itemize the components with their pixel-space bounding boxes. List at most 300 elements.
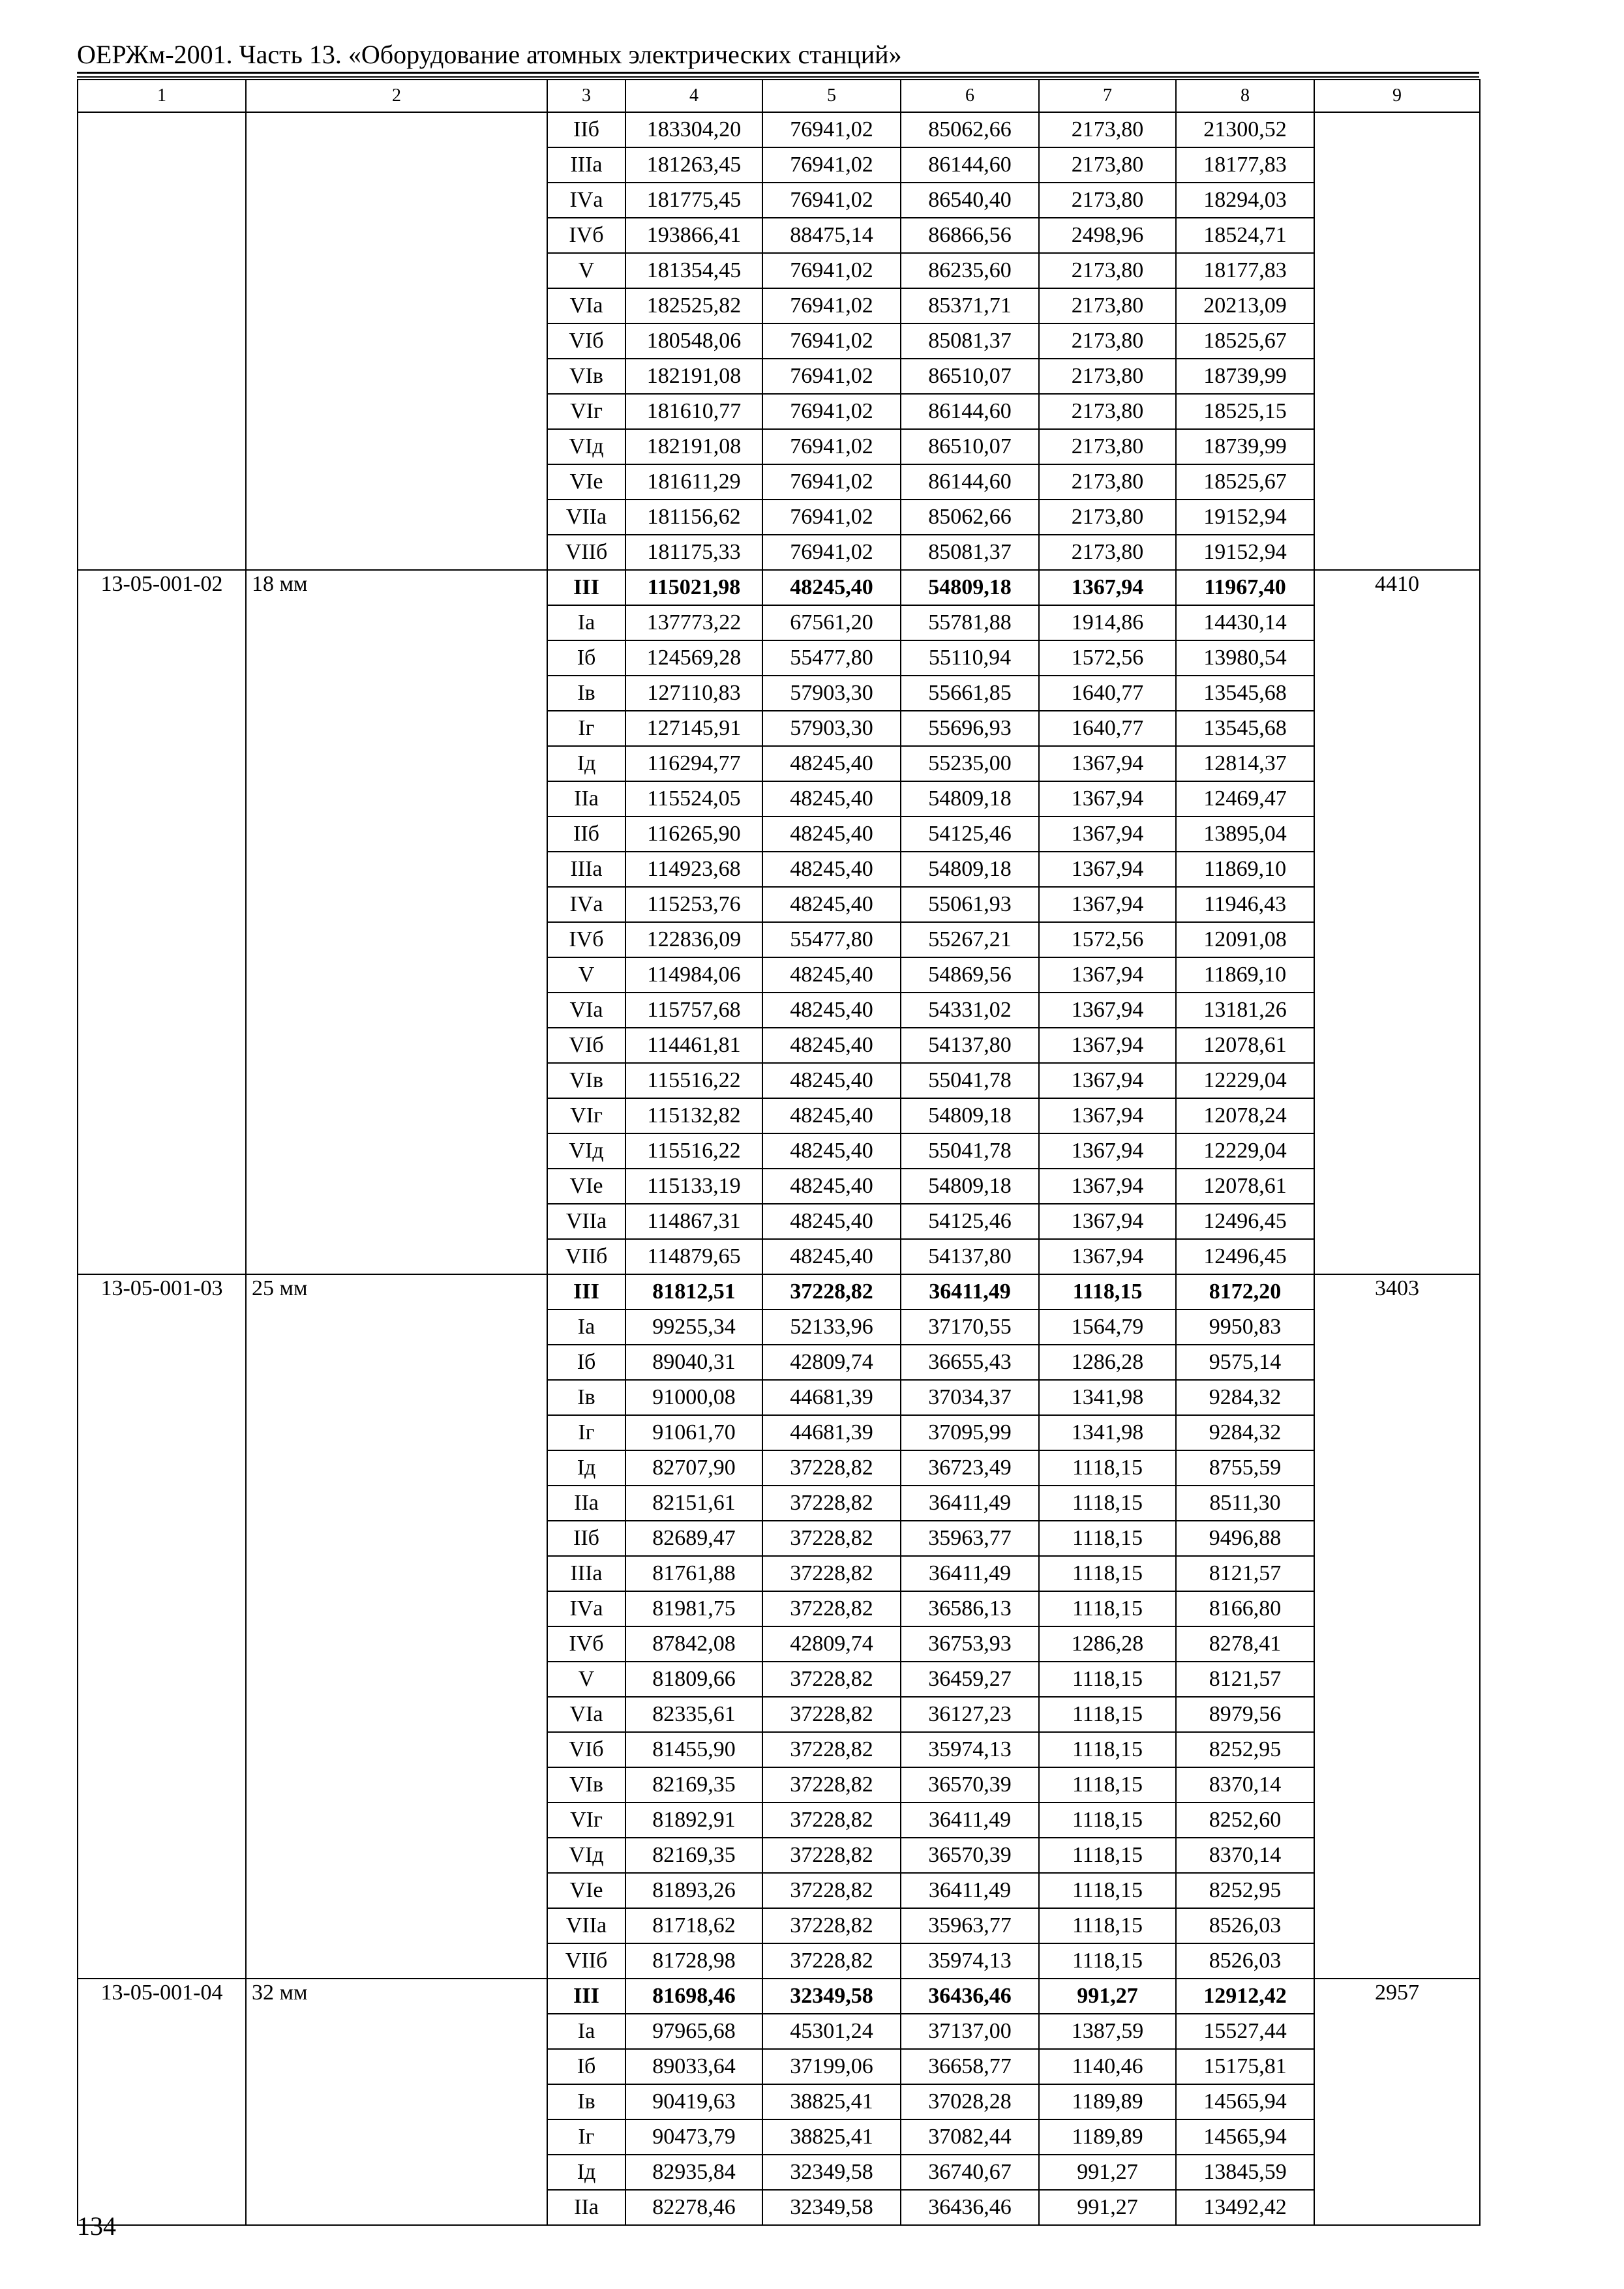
zone-cell: VIг [547, 1098, 625, 1133]
material-cost-cell: 12078,61 [1176, 1028, 1314, 1063]
machinist-cost-cell: 1118,15 [1039, 1486, 1176, 1521]
machinist-cost-cell: 1367,94 [1039, 993, 1176, 1028]
total-cost-cell: 115757,68 [625, 993, 762, 1028]
total-cost-cell: 81728,98 [625, 1943, 762, 1979]
column-number: 3 [547, 80, 625, 112]
column-number: 4 [625, 80, 762, 112]
labor-cost-cell: 48245,40 [762, 1098, 901, 1133]
machine-cost-cell: 55235,00 [901, 746, 1039, 781]
row-col9-cell: 4410 [1314, 570, 1480, 1274]
labor-cost-cell: 76941,02 [762, 535, 901, 570]
machine-cost-cell: 37137,00 [901, 2014, 1039, 2049]
machinist-cost-cell: 1118,15 [1039, 1697, 1176, 1732]
material-cost-cell: 14430,14 [1176, 605, 1314, 640]
zone-cell: Iв [547, 2084, 625, 2119]
material-cost-cell: 8526,03 [1176, 1908, 1314, 1943]
machine-cost-cell: 54809,18 [901, 570, 1039, 605]
row-name-cell: 25 мм [246, 1274, 547, 1979]
machine-cost-cell: 55781,88 [901, 605, 1039, 640]
machine-cost-cell: 36436,46 [901, 2190, 1039, 2225]
total-cost-cell: 182525,82 [625, 288, 762, 323]
machinist-cost-cell: 1367,94 [1039, 1063, 1176, 1098]
zone-cell: IIб [547, 112, 625, 147]
labor-cost-cell: 37228,82 [762, 1697, 901, 1732]
zone-cell: VIа [547, 1697, 625, 1732]
row-name-cell [246, 112, 547, 570]
material-cost-cell: 8526,03 [1176, 1943, 1314, 1979]
total-cost-cell: 82278,46 [625, 2190, 762, 2225]
machinist-cost-cell: 2173,80 [1039, 288, 1176, 323]
labor-cost-cell: 48245,40 [762, 781, 901, 816]
labor-cost-cell: 37228,82 [762, 1521, 901, 1556]
total-cost-cell: 81761,88 [625, 1556, 762, 1591]
material-cost-cell: 12078,24 [1176, 1098, 1314, 1133]
machine-cost-cell: 35974,13 [901, 1732, 1039, 1767]
labor-cost-cell: 57903,30 [762, 676, 901, 711]
zone-cell: Iг [547, 1415, 625, 1450]
row-code-cell: 13-05-001-04 [78, 1979, 246, 2225]
material-cost-cell: 18177,83 [1176, 147, 1314, 183]
zone-cell: V [547, 1662, 625, 1697]
material-cost-cell: 11946,43 [1176, 887, 1314, 922]
row-col9-cell: 2957 [1314, 1979, 1480, 2225]
material-cost-cell: 11869,10 [1176, 957, 1314, 993]
machinist-cost-cell: 2498,96 [1039, 218, 1176, 253]
total-cost-cell: 183304,20 [625, 112, 762, 147]
machine-cost-cell: 36753,93 [901, 1626, 1039, 1662]
zone-cell: VIIа [547, 500, 625, 535]
total-cost-cell: 181156,62 [625, 500, 762, 535]
zone-cell: Iв [547, 676, 625, 711]
material-cost-cell: 8166,80 [1176, 1591, 1314, 1626]
machinist-cost-cell: 1341,98 [1039, 1415, 1176, 1450]
labor-cost-cell: 48245,40 [762, 816, 901, 852]
material-cost-cell: 13181,26 [1176, 993, 1314, 1028]
machine-cost-cell: 55041,78 [901, 1133, 1039, 1169]
labor-cost-cell: 48245,40 [762, 1239, 901, 1274]
machinist-cost-cell: 2173,80 [1039, 500, 1176, 535]
machinist-cost-cell: 1118,15 [1039, 1908, 1176, 1943]
material-cost-cell: 14565,94 [1176, 2119, 1314, 2155]
labor-cost-cell: 57903,30 [762, 711, 901, 746]
machinist-cost-cell: 1118,15 [1039, 1767, 1176, 1803]
machinist-cost-cell: 1286,28 [1039, 1626, 1176, 1662]
total-cost-cell: 82689,47 [625, 1521, 762, 1556]
labor-cost-cell: 48245,40 [762, 993, 901, 1028]
machinist-cost-cell: 1341,98 [1039, 1380, 1176, 1415]
column-number: 9 [1314, 80, 1480, 112]
labor-cost-cell: 37228,82 [762, 1767, 901, 1803]
machinist-cost-cell: 1387,59 [1039, 2014, 1176, 2049]
material-cost-cell: 12229,04 [1176, 1063, 1314, 1098]
table-row [78, 1979, 1480, 2014]
machinist-cost-cell: 2173,80 [1039, 147, 1176, 183]
machinist-cost-cell: 2173,80 [1039, 394, 1176, 429]
material-cost-cell: 18739,99 [1176, 429, 1314, 464]
machinist-cost-cell: 1367,94 [1039, 957, 1176, 993]
total-cost-cell: 115516,22 [625, 1133, 762, 1169]
zone-cell: IIIа [547, 852, 625, 887]
machine-cost-cell: 54125,46 [901, 816, 1039, 852]
machine-cost-cell: 86144,60 [901, 394, 1039, 429]
total-cost-cell: 181611,29 [625, 464, 762, 500]
zone-cell: Iа [547, 1309, 625, 1345]
total-cost-cell: 99255,34 [625, 1309, 762, 1345]
total-cost-cell: 181354,45 [625, 253, 762, 288]
zone-cell: VIб [547, 323, 625, 359]
total-cost-cell: 116294,77 [625, 746, 762, 781]
machinist-cost-cell: 2173,80 [1039, 323, 1176, 359]
zone-cell: VIе [547, 464, 625, 500]
machinist-cost-cell: 991,27 [1039, 2190, 1176, 2225]
row-code-cell: 13-05-001-03 [78, 1274, 246, 1979]
total-cost-cell: 82335,61 [625, 1697, 762, 1732]
material-cost-cell: 8252,60 [1176, 1803, 1314, 1838]
material-cost-cell: 9284,32 [1176, 1415, 1314, 1450]
total-cost-cell: 90419,63 [625, 2084, 762, 2119]
machine-cost-cell: 35963,77 [901, 1521, 1039, 1556]
machine-cost-cell: 54809,18 [901, 852, 1039, 887]
zone-cell: IIа [547, 781, 625, 816]
machine-cost-cell: 36570,39 [901, 1838, 1039, 1873]
zone-cell: VIг [547, 394, 625, 429]
total-cost-cell: 127110,83 [625, 676, 762, 711]
machine-cost-cell: 86235,60 [901, 253, 1039, 288]
machine-cost-cell: 37082,44 [901, 2119, 1039, 2155]
machinist-cost-cell: 1189,89 [1039, 2119, 1176, 2155]
machinist-cost-cell: 1118,15 [1039, 1556, 1176, 1591]
table-row [78, 570, 1480, 605]
machine-cost-cell: 54137,80 [901, 1028, 1039, 1063]
labor-cost-cell: 76941,02 [762, 429, 901, 464]
zone-cell: V [547, 253, 625, 288]
row-code-cell [78, 112, 246, 570]
total-cost-cell: 82151,61 [625, 1486, 762, 1521]
labor-cost-cell: 37228,82 [762, 1908, 901, 1943]
labor-cost-cell: 55477,80 [762, 640, 901, 676]
zone-cell: Iг [547, 2119, 625, 2155]
zone-cell: Iб [547, 2049, 625, 2084]
total-cost-cell: 181610,77 [625, 394, 762, 429]
labor-cost-cell: 37228,82 [762, 1486, 901, 1521]
labor-cost-cell: 76941,02 [762, 464, 901, 500]
labor-cost-cell: 37228,82 [762, 1732, 901, 1767]
material-cost-cell: 12229,04 [1176, 1133, 1314, 1169]
labor-cost-cell: 48245,40 [762, 1133, 901, 1169]
material-cost-cell: 18294,03 [1176, 183, 1314, 218]
total-cost-cell: 81893,26 [625, 1873, 762, 1908]
labor-cost-cell: 37228,82 [762, 1556, 901, 1591]
material-cost-cell: 21300,52 [1176, 112, 1314, 147]
total-cost-cell: 115133,19 [625, 1169, 762, 1204]
zone-cell: VIд [547, 1133, 625, 1169]
machinist-cost-cell: 1367,94 [1039, 1098, 1176, 1133]
material-cost-cell: 13545,68 [1176, 676, 1314, 711]
row-code-cell: 13-05-001-02 [78, 570, 246, 1274]
zone-cell: IIа [547, 1486, 625, 1521]
labor-cost-cell: 42809,74 [762, 1345, 901, 1380]
total-cost-cell: 87842,08 [625, 1626, 762, 1662]
header-rule-thin [77, 76, 1479, 78]
total-cost-cell: 181175,33 [625, 535, 762, 570]
total-cost-cell: 115021,98 [625, 570, 762, 605]
total-cost-cell: 89040,31 [625, 1345, 762, 1380]
material-cost-cell: 9284,32 [1176, 1380, 1314, 1415]
zone-cell: VIб [547, 1732, 625, 1767]
labor-cost-cell: 76941,02 [762, 112, 901, 147]
machine-cost-cell: 54125,46 [901, 1204, 1039, 1239]
labor-cost-cell: 76941,02 [762, 394, 901, 429]
machinist-cost-cell: 2173,80 [1039, 535, 1176, 570]
material-cost-cell: 11869,10 [1176, 852, 1314, 887]
zone-cell: VIIа [547, 1908, 625, 1943]
zone-cell: IIIа [547, 147, 625, 183]
total-cost-cell: 81812,51 [625, 1274, 762, 1309]
material-cost-cell: 12814,37 [1176, 746, 1314, 781]
machinist-cost-cell: 1118,15 [1039, 1838, 1176, 1873]
material-cost-cell: 8252,95 [1176, 1732, 1314, 1767]
labor-cost-cell: 38825,41 [762, 2119, 901, 2155]
total-cost-cell: 82169,35 [625, 1838, 762, 1873]
machine-cost-cell: 36411,49 [901, 1873, 1039, 1908]
machine-cost-cell: 85371,71 [901, 288, 1039, 323]
machinist-cost-cell: 1367,94 [1039, 1028, 1176, 1063]
zone-cell: VIв [547, 1063, 625, 1098]
machine-cost-cell: 54137,80 [901, 1239, 1039, 1274]
column-number: 2 [246, 80, 547, 112]
machinist-cost-cell: 1367,94 [1039, 816, 1176, 852]
row-col9-cell: 3403 [1314, 1274, 1480, 1979]
machine-cost-cell: 36459,27 [901, 1662, 1039, 1697]
zone-cell: IVа [547, 887, 625, 922]
labor-cost-cell: 48245,40 [762, 1028, 901, 1063]
labor-cost-cell: 37228,82 [762, 1591, 901, 1626]
labor-cost-cell: 76941,02 [762, 253, 901, 288]
zone-cell: VIб [547, 1028, 625, 1063]
machine-cost-cell: 86866,56 [901, 218, 1039, 253]
labor-cost-cell: 37228,82 [762, 1873, 901, 1908]
total-cost-cell: 82707,90 [625, 1450, 762, 1486]
total-cost-cell: 81455,90 [625, 1732, 762, 1767]
machine-cost-cell: 36411,49 [901, 1556, 1039, 1591]
material-cost-cell: 8511,30 [1176, 1486, 1314, 1521]
table-row [78, 112, 1480, 147]
machinist-cost-cell: 1367,94 [1039, 1169, 1176, 1204]
machinist-cost-cell: 2173,80 [1039, 183, 1176, 218]
labor-cost-cell: 76941,02 [762, 500, 901, 535]
zone-cell: IIIа [547, 1556, 625, 1591]
labor-cost-cell: 48245,40 [762, 1169, 901, 1204]
total-cost-cell: 82169,35 [625, 1767, 762, 1803]
zone-cell: VIа [547, 288, 625, 323]
labor-cost-cell: 76941,02 [762, 288, 901, 323]
machine-cost-cell: 86144,60 [901, 147, 1039, 183]
zone-cell: VIв [547, 359, 625, 394]
column-number: 8 [1176, 80, 1314, 112]
material-cost-cell: 9496,88 [1176, 1521, 1314, 1556]
zone-cell: IVа [547, 1591, 625, 1626]
machine-cost-cell: 36658,77 [901, 2049, 1039, 2084]
column-number: 7 [1039, 80, 1176, 112]
material-cost-cell: 12912,42 [1176, 1979, 1314, 2014]
total-cost-cell: 89033,64 [625, 2049, 762, 2084]
machinist-cost-cell: 1118,15 [1039, 1521, 1176, 1556]
total-cost-cell: 81981,75 [625, 1591, 762, 1626]
material-cost-cell: 13895,04 [1176, 816, 1314, 852]
machine-cost-cell: 85081,37 [901, 323, 1039, 359]
machine-cost-cell: 36586,13 [901, 1591, 1039, 1626]
material-cost-cell: 14565,94 [1176, 2084, 1314, 2119]
machinist-cost-cell: 1189,89 [1039, 2084, 1176, 2119]
labor-cost-cell: 76941,02 [762, 183, 901, 218]
labor-cost-cell: 76941,02 [762, 323, 901, 359]
zone-cell: Iб [547, 640, 625, 676]
total-cost-cell: 115253,76 [625, 887, 762, 922]
machine-cost-cell: 54331,02 [901, 993, 1039, 1028]
labor-cost-cell: 37228,82 [762, 1274, 901, 1309]
zone-cell: Iа [547, 605, 625, 640]
labor-cost-cell: 32349,58 [762, 2155, 901, 2190]
material-cost-cell: 8979,56 [1176, 1697, 1314, 1732]
total-cost-cell: 181775,45 [625, 183, 762, 218]
zone-cell: V [547, 957, 625, 993]
labor-cost-cell: 37228,82 [762, 1943, 901, 1979]
material-cost-cell: 8278,41 [1176, 1626, 1314, 1662]
column-number: 1 [78, 80, 246, 112]
machine-cost-cell: 54809,18 [901, 781, 1039, 816]
zone-cell: III [547, 1274, 625, 1309]
machinist-cost-cell: 1367,94 [1039, 1204, 1176, 1239]
machine-cost-cell: 36411,49 [901, 1486, 1039, 1521]
total-cost-cell: 91000,08 [625, 1380, 762, 1415]
machine-cost-cell: 86510,07 [901, 359, 1039, 394]
machinist-cost-cell: 991,27 [1039, 2155, 1176, 2190]
machine-cost-cell: 36655,43 [901, 1345, 1039, 1380]
machinist-cost-cell: 1367,94 [1039, 1133, 1176, 1169]
resource-table [77, 79, 1481, 2226]
material-cost-cell: 9575,14 [1176, 1345, 1314, 1380]
machinist-cost-cell: 1367,94 [1039, 746, 1176, 781]
material-cost-cell: 18525,67 [1176, 323, 1314, 359]
machinist-cost-cell: 1367,94 [1039, 887, 1176, 922]
zone-cell: III [547, 570, 625, 605]
labor-cost-cell: 44681,39 [762, 1415, 901, 1450]
zone-cell: VIIб [547, 1943, 625, 1979]
material-cost-cell: 8252,95 [1176, 1873, 1314, 1908]
labor-cost-cell: 55477,80 [762, 922, 901, 957]
total-cost-cell: 81892,91 [625, 1803, 762, 1838]
zone-cell: VIг [547, 1803, 625, 1838]
material-cost-cell: 19152,94 [1176, 535, 1314, 570]
material-cost-cell: 13492,42 [1176, 2190, 1314, 2225]
zone-cell: Iд [547, 2155, 625, 2190]
machine-cost-cell: 37170,55 [901, 1309, 1039, 1345]
material-cost-cell: 8370,14 [1176, 1767, 1314, 1803]
labor-cost-cell: 48245,40 [762, 957, 901, 993]
machinist-cost-cell: 1572,56 [1039, 922, 1176, 957]
material-cost-cell: 8121,57 [1176, 1662, 1314, 1697]
machinist-cost-cell: 1367,94 [1039, 852, 1176, 887]
machine-cost-cell: 54809,18 [901, 1098, 1039, 1133]
material-cost-cell: 18525,67 [1176, 464, 1314, 500]
page-number: 134 [77, 2211, 116, 2241]
material-cost-cell: 13845,59 [1176, 2155, 1314, 2190]
machinist-cost-cell: 2173,80 [1039, 253, 1176, 288]
zone-cell: Iа [547, 2014, 625, 2049]
labor-cost-cell: 48245,40 [762, 887, 901, 922]
machinist-cost-cell: 1367,94 [1039, 570, 1176, 605]
zone-cell: IVб [547, 1626, 625, 1662]
machinist-cost-cell: 1118,15 [1039, 1943, 1176, 1979]
machine-cost-cell: 37034,37 [901, 1380, 1039, 1415]
zone-cell: IIа [547, 2190, 625, 2225]
labor-cost-cell: 37228,82 [762, 1450, 901, 1486]
row-col9-cell [1314, 112, 1480, 570]
total-cost-cell: 114923,68 [625, 852, 762, 887]
total-cost-cell: 116265,90 [625, 816, 762, 852]
labor-cost-cell: 48245,40 [762, 746, 901, 781]
zone-cell: IIб [547, 1521, 625, 1556]
machine-cost-cell: 54869,56 [901, 957, 1039, 993]
machinist-cost-cell: 2173,80 [1039, 112, 1176, 147]
labor-cost-cell: 42809,74 [762, 1626, 901, 1662]
machinist-cost-cell: 1640,77 [1039, 711, 1176, 746]
total-cost-cell: 114984,06 [625, 957, 762, 993]
labor-cost-cell: 32349,58 [762, 1979, 901, 2014]
column-number: 6 [901, 80, 1039, 112]
column-number-row [78, 80, 1480, 112]
machinist-cost-cell: 1118,15 [1039, 1732, 1176, 1767]
machine-cost-cell: 36127,23 [901, 1697, 1039, 1732]
machine-cost-cell: 86510,07 [901, 429, 1039, 464]
machinist-cost-cell: 2173,80 [1039, 429, 1176, 464]
machinist-cost-cell: 1564,79 [1039, 1309, 1176, 1345]
machine-cost-cell: 55110,94 [901, 640, 1039, 676]
zone-cell: VIIа [547, 1204, 625, 1239]
material-cost-cell: 13545,68 [1176, 711, 1314, 746]
material-cost-cell: 12091,08 [1176, 922, 1314, 957]
zone-cell: VIIб [547, 535, 625, 570]
labor-cost-cell: 45301,24 [762, 2014, 901, 2049]
labor-cost-cell: 48245,40 [762, 852, 901, 887]
machine-cost-cell: 36570,39 [901, 1767, 1039, 1803]
labor-cost-cell: 37199,06 [762, 2049, 901, 2084]
material-cost-cell: 12496,45 [1176, 1239, 1314, 1274]
row-name-cell: 18 мм [246, 570, 547, 1274]
labor-cost-cell: 37228,82 [762, 1803, 901, 1838]
machinist-cost-cell: 1914,86 [1039, 605, 1176, 640]
labor-cost-cell: 37228,82 [762, 1838, 901, 1873]
machine-cost-cell: 55661,85 [901, 676, 1039, 711]
machine-cost-cell: 55041,78 [901, 1063, 1039, 1098]
zone-cell: Iв [547, 1380, 625, 1415]
total-cost-cell: 97965,68 [625, 2014, 762, 2049]
labor-cost-cell: 44681,39 [762, 1380, 901, 1415]
total-cost-cell: 114879,65 [625, 1239, 762, 1274]
material-cost-cell: 18525,15 [1176, 394, 1314, 429]
material-cost-cell: 19152,94 [1176, 500, 1314, 535]
total-cost-cell: 82935,84 [625, 2155, 762, 2190]
machinist-cost-cell: 991,27 [1039, 1979, 1176, 2014]
zone-cell: VIв [547, 1767, 625, 1803]
material-cost-cell: 18177,83 [1176, 253, 1314, 288]
labor-cost-cell: 48245,40 [762, 570, 901, 605]
total-cost-cell: 81698,46 [625, 1979, 762, 2014]
material-cost-cell: 12496,45 [1176, 1204, 1314, 1239]
total-cost-cell: 90473,79 [625, 2119, 762, 2155]
material-cost-cell: 8172,20 [1176, 1274, 1314, 1309]
material-cost-cell: 18739,99 [1176, 359, 1314, 394]
